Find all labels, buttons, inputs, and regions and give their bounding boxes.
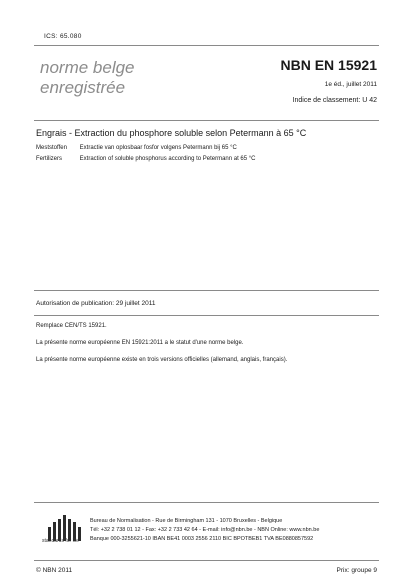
bottom-divider [34,560,379,561]
footer-contact: Tél: +32 2 738 01 12 - Fax: +32 2 733 42 64 - E-mail: info@nbn.be - NBN Online: www.nbn.be [90,527,320,533]
translation-language: Meststoffen [36,145,67,151]
status-note: La présente norme européenne EN 15921:2011 a le statut d'une norme belge. [36,340,244,346]
brand-line-2: enregistrée [40,78,126,97]
footer-divider [34,502,379,503]
classification-index: Indice de classement: U 42 [292,97,377,104]
standard-number: NBN EN 15921 [280,57,377,73]
brand-mark [40,58,135,98]
logo-caption: standards for life [42,538,79,544]
footer-address: Bureau de Normalisation - Rue de Birmingham 131 - 1070 Bruxelles - Belgique [90,518,283,524]
header-divider [34,45,379,46]
translation-language: Fertilizers [36,156,63,162]
price-group: Prix: groupe 9 [336,567,377,574]
notes-divider [34,315,379,316]
translation-text: Extractie van oplosbaar fosfor volgens Petermann bij 65 °C [79,145,237,151]
translation-text: Extraction of soluble phosphorus according to Petermann at 65 °C [79,156,256,162]
versions-note: La présente norme européenne existe en trois versions officielles (allemand, anglais, français). [36,357,288,363]
footer-bank: Banque 000-3255621-10 IBAN BE41 0003 2556 2110 BIC BPOTBEB1 TVA BE0880857592 [90,536,314,542]
title-translation-nl [36,145,237,151]
brand-line-1: norme belge [40,58,135,77]
ics-code: ICS: 65.080 [44,33,82,40]
title-translation-en [36,156,256,162]
publication-authorization: Autorisation de publication: 29 juillet 2011 [36,300,156,307]
body-divider [34,290,379,291]
edition-date: 1e éd., juillet 2011 [324,81,377,88]
replaces-note: Remplace CEN/TS 15921. [36,323,107,329]
copyright: © NBN 2011 [36,567,73,574]
document-title: Engrais - Extraction du phosphore soluble selon Petermann à 65 °C [36,128,307,138]
title-divider-top [34,120,379,121]
